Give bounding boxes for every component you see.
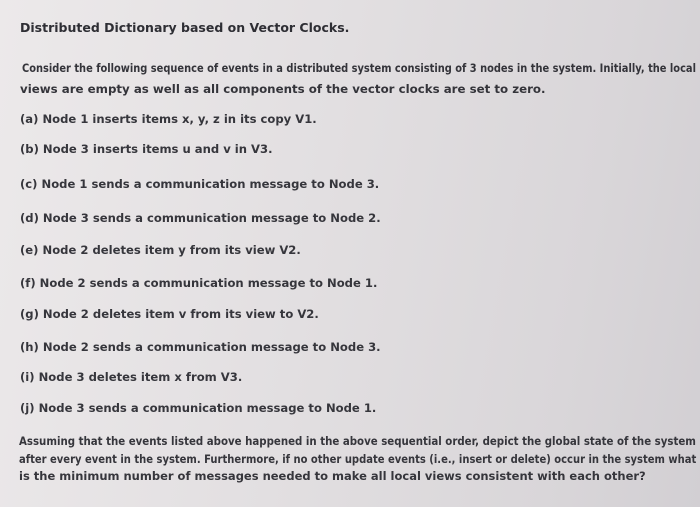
- event-j: (j) Node 3 sends a communication message to Node 1.: [20, 401, 377, 415]
- document-title: Distributed Dictionary based on Vector Clocks.: [20, 20, 350, 35]
- event-h: (h) Node 2 sends a communication message to Node 3.: [20, 340, 381, 354]
- event-g: (g) Node 2 deletes item v from its view to V2.: [20, 307, 319, 321]
- event-b: (b) Node 3 inserts items u and v in V3.: [20, 142, 273, 156]
- question-line-1: Assuming that the events listed above happened in the above sequential order, depict the global state of the system: [19, 434, 696, 448]
- event-c: (c) Node 1 sends a communication message to Node 3.: [20, 177, 380, 191]
- intro-line-2: views are empty as well as all components of the vector clocks are set to zero.: [20, 82, 546, 96]
- intro-line-1: Consider the following sequence of events in a distributed system consisting of 3 nodes in the system. Initially, the local: [22, 61, 696, 75]
- event-i: (i) Node 3 deletes item x from V3.: [20, 370, 243, 384]
- event-e: (e) Node 2 deletes item y from its view V2.: [20, 243, 301, 257]
- question-line-2: after every event in the system. Furthermore, if no other update events (i.e., insert or delete) occur in the system what: [19, 452, 697, 466]
- question-line-3: is the minimum number of messages needed to make all local views consistent with each other?: [19, 469, 646, 483]
- event-f: (f) Node 2 sends a communication message to Node 1.: [20, 276, 378, 290]
- event-a: (a) Node 1 inserts items x, y, z in its copy V1.: [20, 112, 317, 126]
- event-d: (d) Node 3 sends a communication message to Node 2.: [20, 211, 381, 225]
